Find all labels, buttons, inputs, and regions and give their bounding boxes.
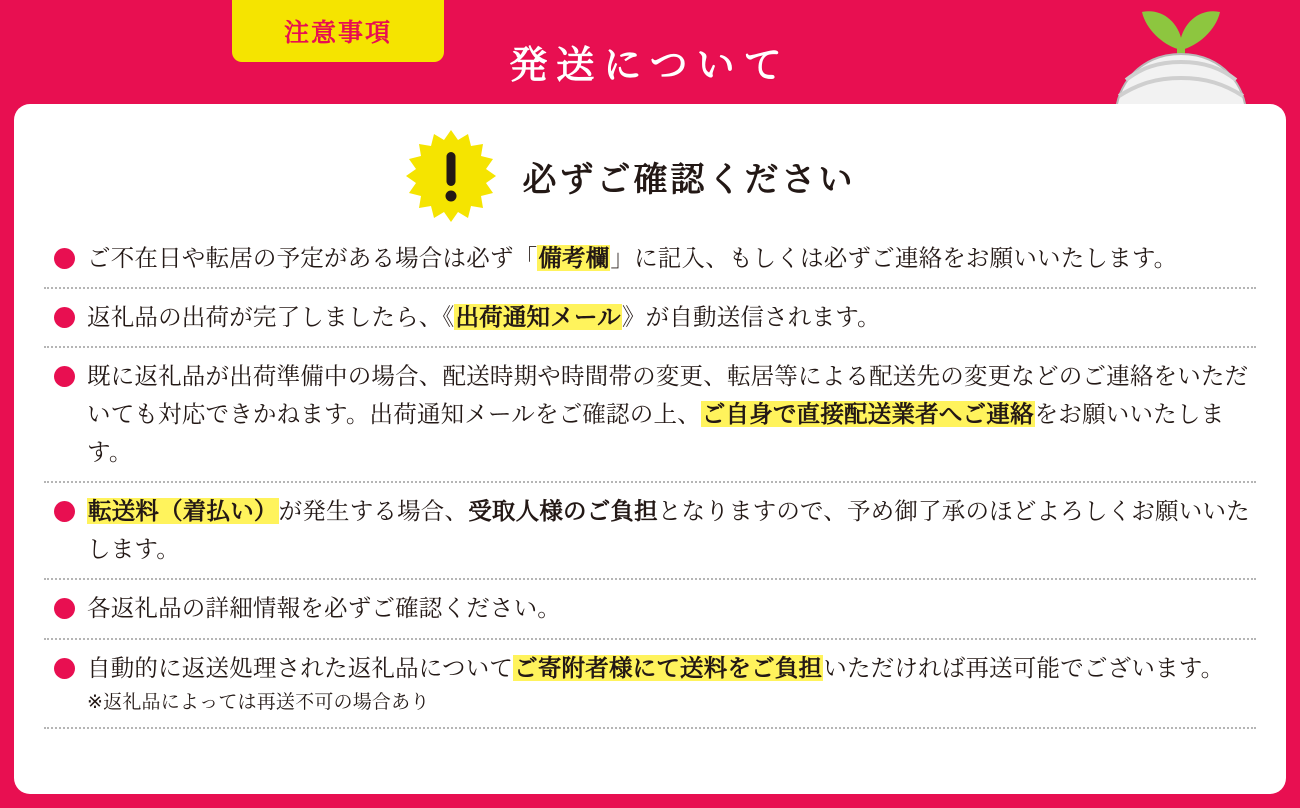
notice-text-segment: 出荷通知メール — [455, 304, 621, 331]
exclamation-burst-icon — [405, 130, 497, 222]
notice-text-segment: 自動的に返送処理された返礼品について — [87, 654, 514, 681]
page-header — [0, 0, 1300, 108]
subheading-text: 必ずご確認ください — [522, 160, 856, 199]
notice-item — [44, 289, 1256, 348]
notice-text-segment: が発生する場合、 — [278, 498, 469, 525]
notice-item — [44, 640, 1256, 730]
notice-text-segment: ご不在日や転居の予定がある場合は必ず「 — [87, 245, 538, 271]
notice-text-segment: 転送料（着払い） — [88, 498, 278, 525]
subheading-row — [44, 122, 1256, 230]
notice-text-segment: 返礼品の出荷が完了しましたら、《 — [87, 304, 455, 331]
notice-text — [87, 589, 1256, 627]
notice-text-segment: 」に記入、もしくは必ずご連絡をお願いいたします。 — [610, 245, 1178, 271]
notice-text-segment: 各返礼品の詳細情報を必ずご確認ください。 — [87, 595, 561, 622]
notice-text-segment: 備考欄 — [538, 245, 610, 271]
notice-text-segment: 受取人様のご負担 — [468, 498, 658, 525]
notice-tag-label: 注意事項 — [283, 19, 392, 47]
notice-sub-note: ※返礼品によっては再送不可の場合あり — [87, 691, 430, 713]
page-title: 発送について — [509, 45, 791, 87]
bullet-icon — [54, 598, 75, 619]
notice-text — [87, 298, 1256, 336]
notice-text — [87, 492, 1256, 568]
notice-text-segment: ご自身で直接配送業者へご連絡 — [701, 401, 1034, 428]
notice-list — [44, 230, 1256, 729]
notice-item — [44, 348, 1256, 483]
bullet-icon — [54, 248, 75, 269]
bullet-icon — [54, 658, 75, 679]
notice-item — [44, 483, 1256, 580]
notice-text — [87, 649, 1256, 718]
bullet-icon — [54, 307, 75, 328]
notice-text-segment: ご寄附者様にて送料をご負担 — [514, 654, 823, 681]
notice-text-segment: となりますので、予め御了承のほどよろしくお願いいたします。 — [87, 498, 1250, 563]
notice-item — [44, 580, 1256, 639]
notice-text-segment: いただければ再送可能でございます。 — [823, 654, 1225, 681]
notice-text-segment: 既に返礼品が出荷準備中の場合、配送時期や時間帯の変更、転居等による配送先の変更などのご連絡をいただいても対応できかねます。出荷通知メールをご確認の上、 — [87, 363, 1249, 428]
notice-text — [87, 239, 1256, 277]
notice-item — [44, 230, 1256, 289]
notice-text — [87, 357, 1256, 471]
bullet-icon — [54, 366, 75, 387]
notice-text-segment: をお願いいたします。 — [87, 401, 1225, 466]
notice-text-segment: 》が自動送信されます。 — [621, 304, 881, 331]
bullet-icon — [54, 501, 75, 522]
notice-card — [14, 104, 1286, 794]
